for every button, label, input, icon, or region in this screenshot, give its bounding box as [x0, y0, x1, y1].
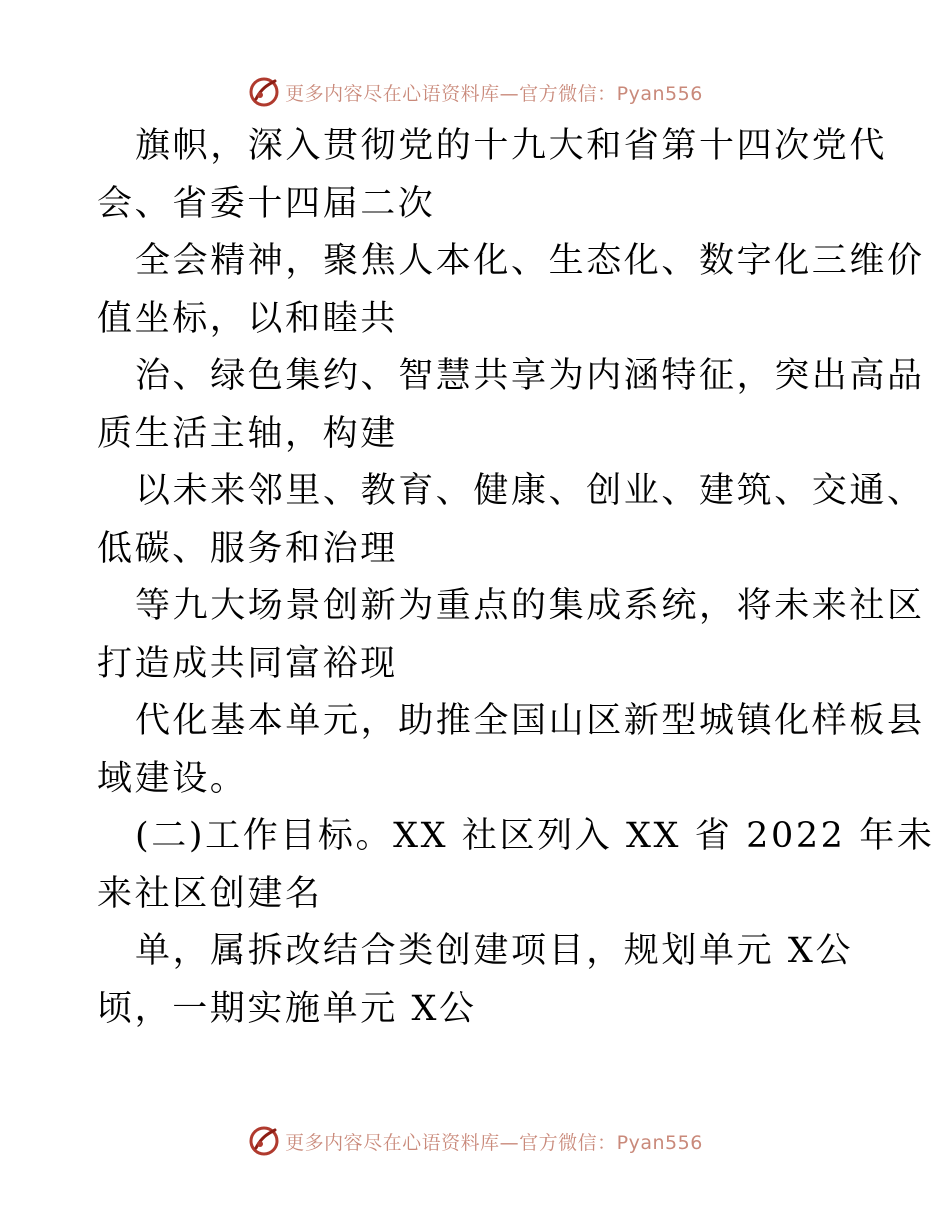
text-line: 全会精神，聚焦人本化、生态化、数字化三维价 [135, 241, 925, 281]
text-line: 代化基本单元，助推全国山区新型城镇化样板县 [135, 701, 925, 741]
text-line: 旗帜，深入贯彻党的十九大和省第十四次党代 [135, 126, 888, 166]
text-line: 治、绿色集约、智慧共享为内涵特征，突出高品 [135, 356, 925, 396]
text-line: (二)工作目标。XX 社区列入 XX 省 2022 年未 [135, 816, 935, 856]
text-line: 低碳、服务和治理 [97, 528, 398, 569]
footer-banner-text: 更多内容尽在心语资料库—官方微信：Pyan556 [285, 1131, 703, 1154]
footer-banner [0, 1121, 950, 1161]
text-line: 来社区创建名 [97, 873, 323, 914]
text-line: 单，属拆改结合类创建项目，规划单元 X公 [135, 931, 854, 971]
text-line: 顷，一期实施单元 X公 [97, 988, 477, 1029]
text-line: 打造成共同富裕现 [97, 643, 398, 684]
text-line: 值坐标，以和睦共 [97, 298, 398, 339]
header-banner-text: 更多内容尽在心语资料库—官方微信：Pyan556 [285, 82, 703, 105]
ink-brush-logo-icon [247, 75, 281, 109]
document-body [97, 118, 935, 1038]
header-banner [0, 72, 950, 112]
text-line: 会、省委十四届二次 [97, 183, 436, 224]
text-line: 等九大场景创新为重点的集成系统，将未来社区 [135, 586, 925, 626]
text-line: 域建设。 [97, 758, 248, 799]
text-line: 以未来邻里、教育、健康、创业、建筑、交通、 [135, 471, 925, 511]
ink-brush-logo-icon [247, 1124, 281, 1158]
text-line: 质生活主轴，构建 [97, 413, 398, 454]
